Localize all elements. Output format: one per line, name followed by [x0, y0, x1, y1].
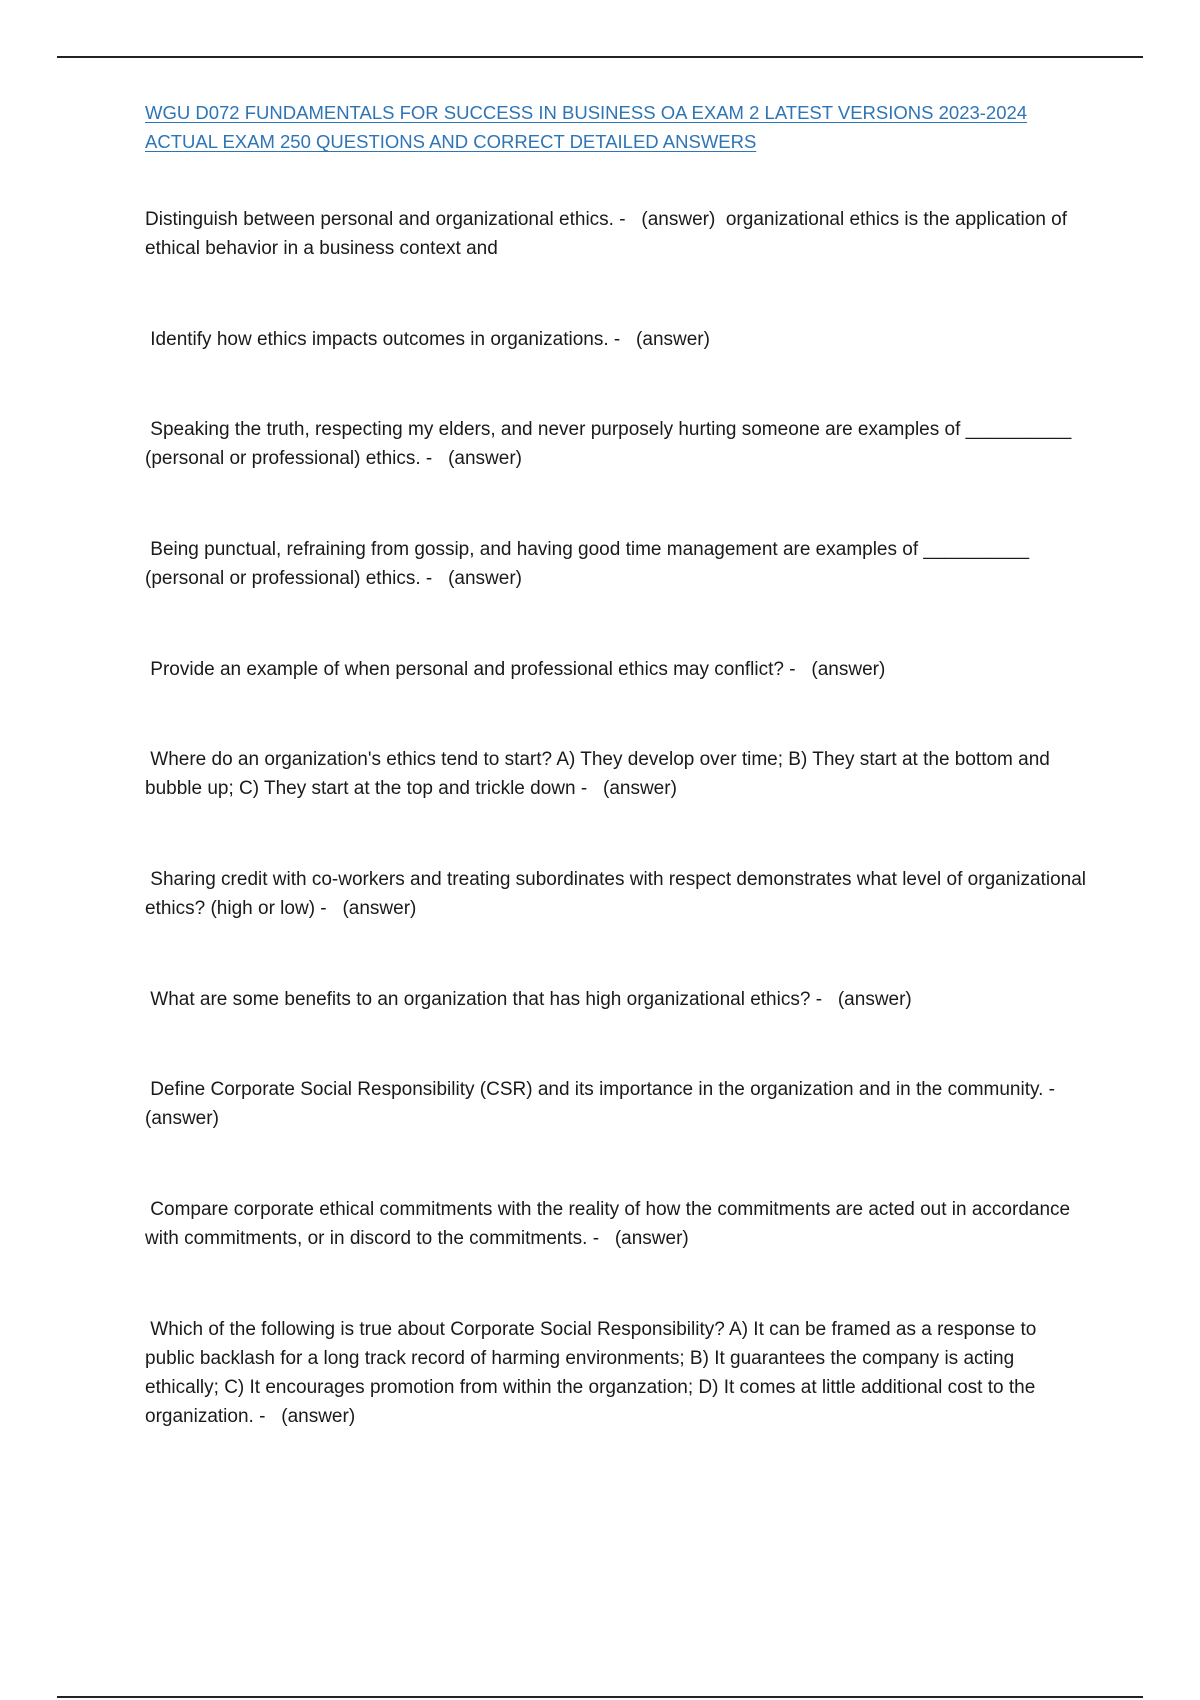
question-item: What are some benefits to an organization that has high organizational ethics? - (answer): [145, 989, 912, 1010]
question-list: [145, 205, 1090, 1435]
footer-rule: [57, 1696, 1143, 1698]
question-item: Define Corporate Social Responsibility (CSR) and its importance in the organization and in the community. - (answer): [145, 1079, 1071, 1129]
question-item: Sharing credit with co-workers and treating subordinates with respect demonstrates what level of organizational ethics? (high or low) - (answer): [145, 869, 1092, 919]
header-rule: [57, 56, 1143, 58]
question-item: Identify how ethics impacts outcomes in organizations. - (answer): [145, 329, 710, 350]
question-item: Which of the following is true about Corporate Social Responsibility? A) It can be framed as a response to public backlash for a long track record of harming environments; B) It guarantees the company is acting ethically; C) It encourages promotion from within the organzation; D) It comes at little additional cost to the organization. - (answer): [145, 1319, 1042, 1427]
document-title-line-1: WGU D072 FUNDAMENTALS FOR SUCCESS IN BUSINESS OA EXAM 2 LATEST VERSIONS 2023-2024: [145, 102, 1028, 123]
question-item: Provide an example of when personal and professional ethics may conflict? - (answer): [145, 659, 886, 680]
question-item: Speaking the truth, respecting my elders, and never purposely hurting someone are examples of __________ (personal or professional) ethics. - (answer): [145, 419, 1077, 469]
question-item: Being punctual, refraining from gossip, and having good time management are examples of __________ (personal or professional) ethics. - (answer): [145, 539, 1035, 589]
question-item: Where do an organization's ethics tend to start? A) They develop over time; B) They start at the bottom and bubble up; C) They start at the top and trickle down - (answer): [145, 749, 1056, 799]
document-title-line-2: ACTUAL EXAM 250 QUESTIONS AND CORRECT DETAILED ANSWERS: [145, 131, 757, 152]
document-title[interactable]: [145, 98, 1075, 156]
question-item: Distinguish between personal and organizational ethics. - (answer) organizational ethics is the application of ethical behavior in a business context and: [145, 209, 1073, 259]
question-item: Compare corporate ethical commitments with the reality of how the commitments are acted out in accordance with commitments, or in discord to the commitments. - (answer): [145, 1199, 1076, 1249]
